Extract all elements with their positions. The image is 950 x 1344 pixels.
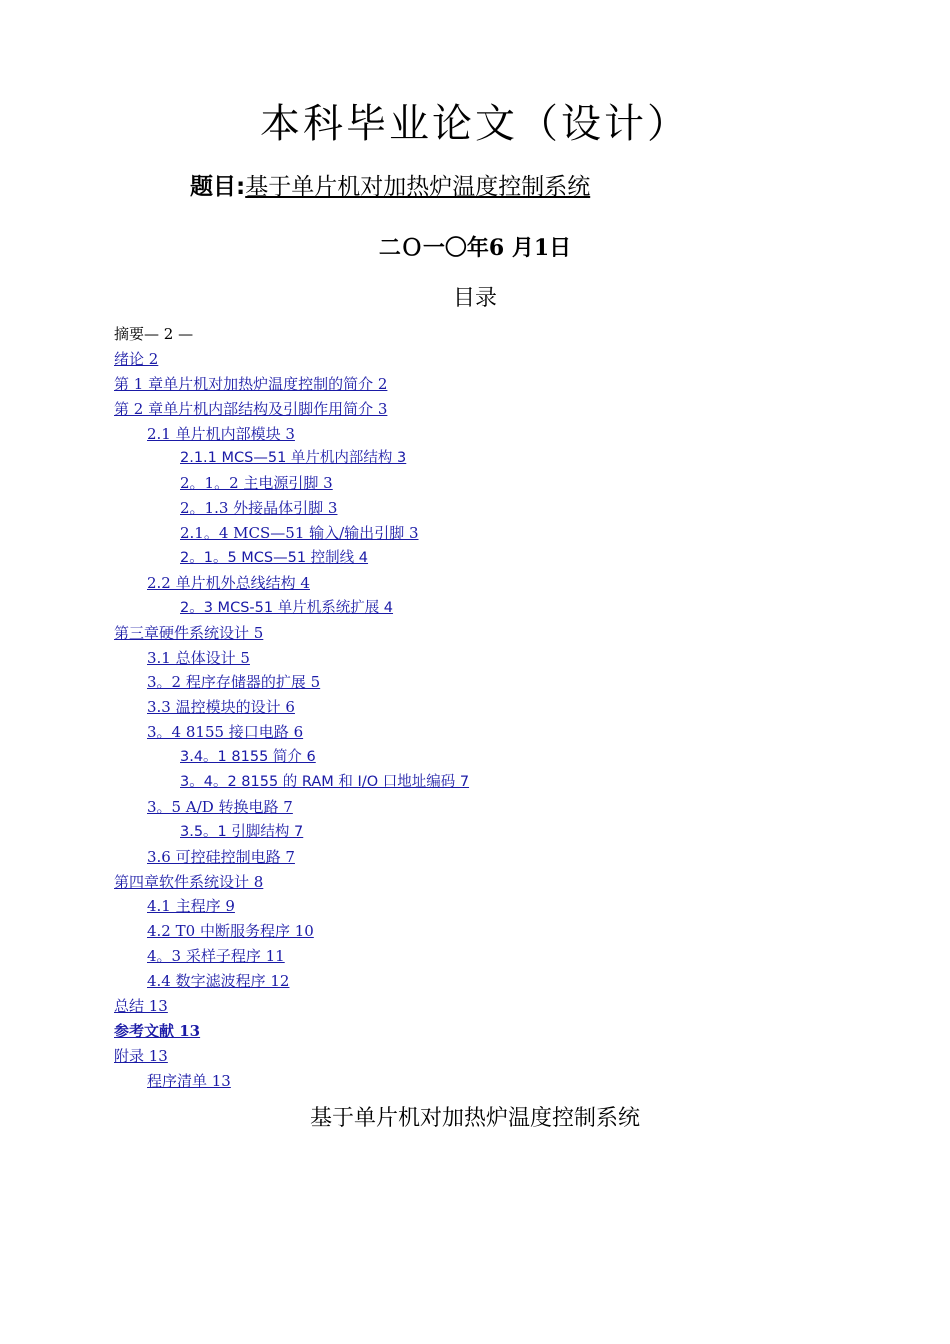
toc-entry[interactable] bbox=[0, 546, 950, 571]
toc-entry-link[interactable]: 第四章软件系统设计 8 bbox=[114, 872, 264, 891]
toc-entry-link[interactable]: 3.6 可控硅控制电路 7 bbox=[147, 847, 295, 866]
toc-entry-link[interactable]: 附录 13 bbox=[114, 1046, 168, 1065]
toc-heading: 目录 bbox=[452, 286, 497, 311]
toc-entry-link[interactable]: 4。3 采样子程序 11 bbox=[147, 947, 285, 966]
toc-entry[interactable] bbox=[0, 919, 950, 944]
toc-entry[interactable] bbox=[0, 1019, 950, 1044]
toc-entry[interactable] bbox=[0, 845, 950, 870]
document-date: 二Ｏ一〇年6 月1日 bbox=[378, 235, 572, 261]
toc-entry[interactable] bbox=[0, 745, 950, 770]
toc-entry[interactable] bbox=[0, 1069, 950, 1094]
toc-entry[interactable] bbox=[0, 621, 950, 646]
toc-entry-link[interactable]: 总结 13 bbox=[114, 997, 168, 1016]
toc-entry bbox=[0, 322, 950, 347]
toc-entry[interactable] bbox=[0, 646, 950, 671]
toc-entry-link[interactable]: 2。3 MCS-51 单片机系统扩展 4 bbox=[180, 599, 394, 616]
toc-entry-link[interactable]: 2。1.3 外接晶体引脚 3 bbox=[180, 499, 338, 518]
toc-entry[interactable] bbox=[0, 496, 950, 521]
toc-entry[interactable] bbox=[0, 770, 950, 795]
toc-entry-link[interactable]: 程序清单 13 bbox=[147, 1071, 231, 1090]
toc-entry[interactable] bbox=[0, 944, 950, 969]
toc-entry[interactable] bbox=[0, 347, 950, 372]
toc-entry-link[interactable]: 4.1 主程序 9 bbox=[147, 897, 235, 916]
toc-entry-label: 摘要— 2 — bbox=[114, 325, 194, 343]
toc-entry-link[interactable]: 2.2 单片机外总线结构 4 bbox=[147, 573, 310, 592]
document-title: 本科毕业论文（设计） bbox=[260, 101, 690, 147]
toc-entry-link[interactable]: 2.1。4 MCS—51 输入/输出引脚 3 bbox=[180, 524, 419, 543]
toc-entry[interactable] bbox=[0, 372, 950, 397]
toc-entry-link[interactable]: 第 1 章单片机对加热炉温度控制的简介 2 bbox=[114, 374, 388, 393]
toc-entry-link[interactable]: 3.5。1 引脚结构 7 bbox=[180, 823, 304, 840]
toc-entry[interactable] bbox=[0, 397, 950, 422]
subject-label: 题目: bbox=[190, 174, 246, 200]
toc-entry[interactable] bbox=[0, 670, 950, 695]
body-title: 基于单片机对加热炉温度控制系统 bbox=[309, 1106, 640, 1131]
toc-entry-link[interactable]: 绪论 2 bbox=[114, 349, 159, 368]
toc-entry-link[interactable]: 参考文献 13 bbox=[114, 1021, 201, 1040]
toc-entry[interactable] bbox=[0, 1044, 950, 1069]
toc-entry[interactable] bbox=[0, 894, 950, 919]
toc-entry-link[interactable]: 4.4 数字滤波程序 12 bbox=[147, 972, 290, 991]
toc-entry-link[interactable]: 3。5 A/D 转换电路 7 bbox=[147, 797, 293, 816]
toc-entry-link[interactable]: 4.2 T0 中断服务程序 10 bbox=[147, 922, 314, 941]
toc-entry[interactable] bbox=[0, 446, 950, 471]
toc-entry[interactable] bbox=[0, 422, 950, 447]
toc-entry-link[interactable]: 第三章硬件系统设计 5 bbox=[114, 623, 264, 642]
toc-entry[interactable] bbox=[0, 720, 950, 745]
toc-entry-link[interactable]: 2。1。5 MCS—51 控制线 4 bbox=[180, 550, 369, 567]
toc-entry-link[interactable]: 2.1.1 MCS—51 单片机内部结构 3 bbox=[180, 450, 407, 467]
toc-entry[interactable] bbox=[0, 795, 950, 820]
toc-entry[interactable] bbox=[0, 994, 950, 1019]
toc-entry-link[interactable]: 3.1 总体设计 5 bbox=[147, 648, 250, 667]
toc-entry-link[interactable]: 3.3 温控模块的设计 6 bbox=[147, 698, 295, 717]
toc-entry[interactable] bbox=[0, 571, 950, 596]
toc-entry-link[interactable]: 2.1 单片机内部模块 3 bbox=[147, 424, 295, 443]
toc-entry[interactable] bbox=[0, 870, 950, 895]
toc-entry[interactable] bbox=[0, 820, 950, 845]
table-of-contents bbox=[0, 322, 950, 1094]
toc-entry-link[interactable]: 第 2 章单片机内部结构及引脚作用简介 3 bbox=[114, 399, 388, 418]
toc-entry-link[interactable]: 3。2 程序存储器的扩展 5 bbox=[147, 673, 321, 692]
toc-entry[interactable] bbox=[0, 969, 950, 994]
toc-entry[interactable] bbox=[0, 521, 950, 546]
toc-entry-link[interactable]: 3。4 8155 接口电路 6 bbox=[147, 723, 304, 742]
toc-entry-link[interactable]: 2。1。2 主电源引脚 3 bbox=[180, 474, 333, 493]
toc-entry[interactable] bbox=[0, 596, 950, 621]
toc-entry-link[interactable]: 3.4。1 8155 简介 6 bbox=[180, 749, 316, 766]
toc-entry[interactable] bbox=[0, 471, 950, 496]
thesis-subject bbox=[190, 170, 590, 204]
subject-value: 基于单片机对加热炉温度控制系统 bbox=[245, 174, 591, 200]
toc-entry-link[interactable]: 3。4。2 8155 的 RAM 和 I/O 口地址编码 7 bbox=[180, 774, 470, 791]
toc-entry[interactable] bbox=[0, 695, 950, 720]
